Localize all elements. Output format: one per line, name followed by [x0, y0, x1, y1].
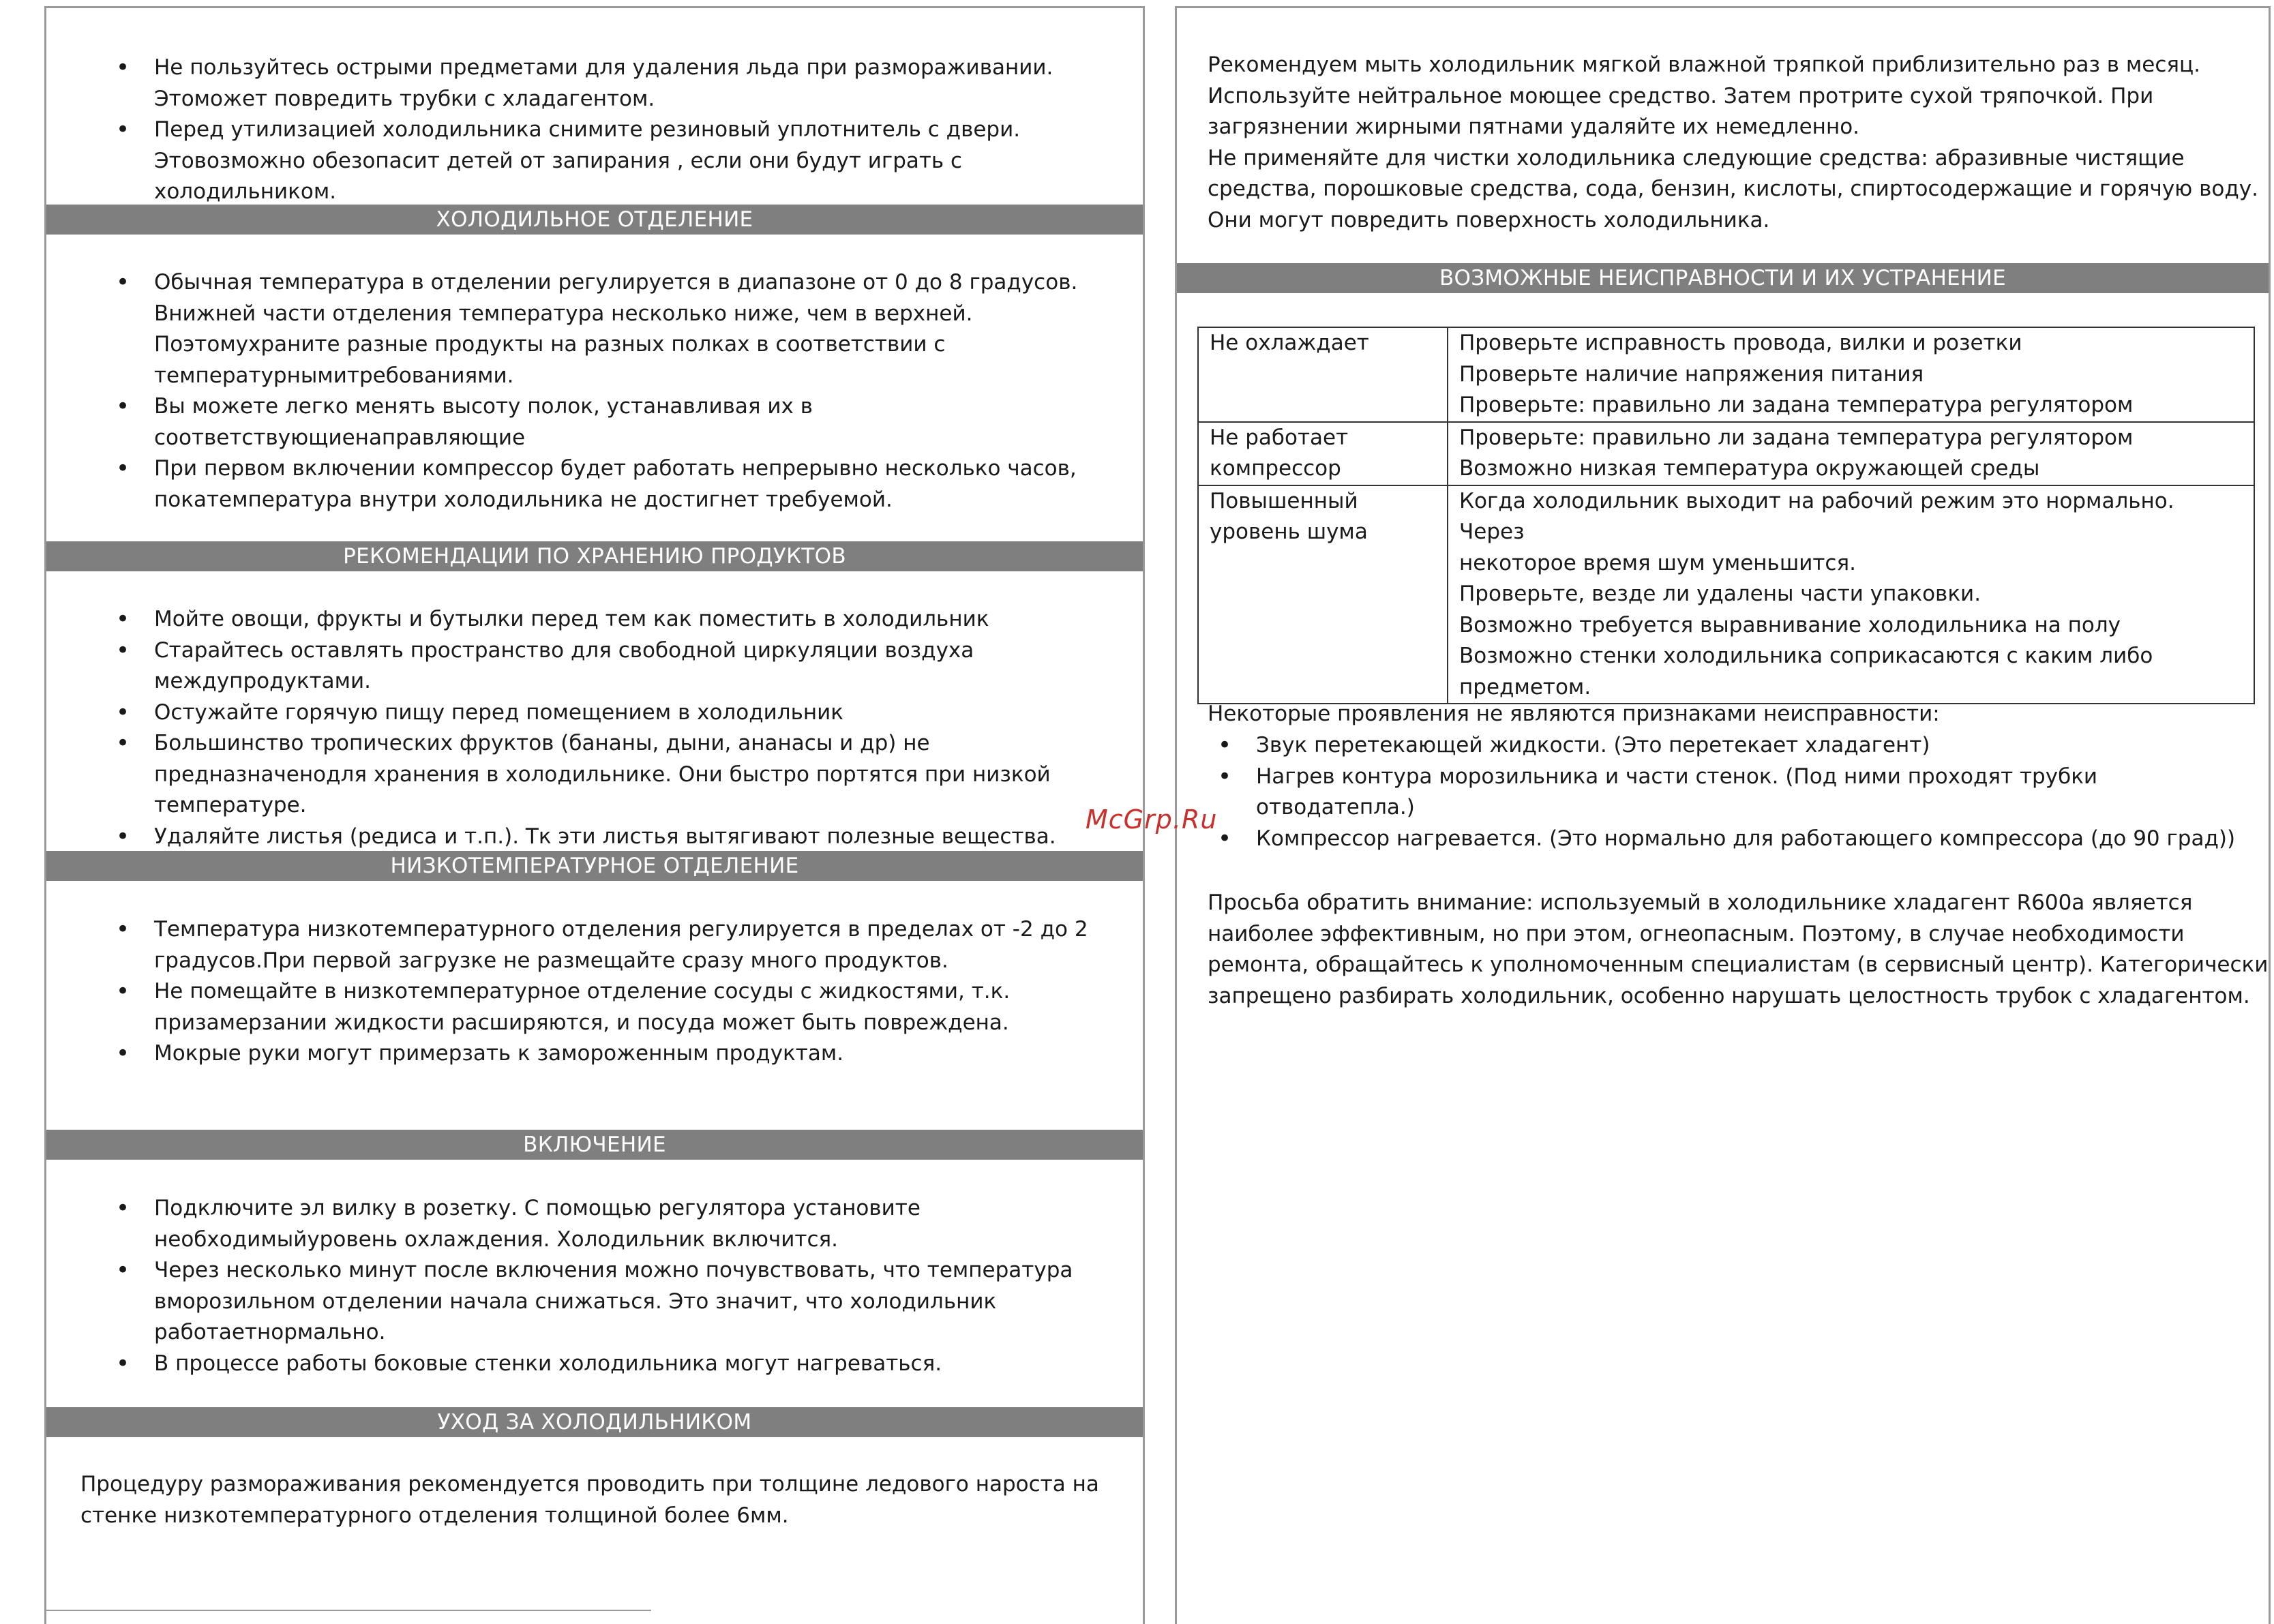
text-line: Проверьте исправность провода, вилки и розетки [1459, 331, 2022, 355]
text-line: Повышенный [1210, 488, 1358, 513]
section-header-startup: ВКЛЮЧЕНИЕ [46, 1130, 1143, 1160]
list-item [46, 914, 1136, 976]
text-line: Остужайте горячую пищу перед помещением в холодильник [154, 700, 843, 725]
not-faults-list [1148, 730, 2245, 854]
list-item [46, 822, 1136, 853]
table-row [1198, 422, 2254, 485]
text-line: Мойте овощи, фрукты и бутылки перед тем как поместить в холодильник [154, 607, 989, 631]
text-line: Удаляйте листья (редиса и т.п.). Тк эти листья вытягивают полезные вещества. [154, 824, 1056, 849]
list-item [46, 1255, 1136, 1349]
text-line: Мокрые руки могут примерзать к замороженным продуктам. [154, 1041, 844, 1066]
list-item [1148, 824, 2245, 855]
solution-cell [1448, 327, 2254, 422]
text-line: Старайтесь оставлять пространство для свободной циркуляции воздуха между [154, 637, 974, 693]
solution-cell [1448, 485, 2254, 704]
section-header-fridge: ХОЛОДИЛЬНОЕ ОТДЕЛЕНИЕ [46, 205, 1143, 235]
text-line: Температура низкотемпературного отделения регулируется в пределах от -2 до 2 градусов. [154, 917, 1088, 973]
text-line: Нагрев контура морозильника и части стенок. (Под ними проходят трубки отвода [1256, 764, 2098, 819]
text-line: Рекомендуем мыть холодильник мягкой влажной тряпкой приблизительно раз в месяц. [1208, 52, 2201, 77]
list-item [46, 391, 1136, 453]
text-line: компрессор [1210, 456, 1341, 481]
text-line: Когда холодильник выходит на рабочий режим это нормально. Через [1459, 488, 2174, 544]
intro-bullet-list [46, 52, 1136, 208]
list-item [1148, 762, 2245, 824]
list-item [46, 267, 1136, 391]
text-line: средства, порошковые средства, сода, бензин, кислоты, спиртосодержащие и горячую воду. [1208, 177, 2258, 201]
left-column [44, 6, 1145, 1624]
list-item [46, 115, 1136, 208]
list-item [46, 1349, 1136, 1380]
list-item [46, 1193, 1136, 1255]
text-line: храните разные продукты на разных полках в соответствии с температурными [154, 332, 946, 388]
text-line: замерзании жидкости расширяются, и посуда может быть повреждена. [195, 1010, 1009, 1035]
text-line: Возможно требуется выравнивание холодильника на полу [1459, 612, 2121, 637]
text-line: Не охлаждает [1210, 331, 1369, 355]
text-line: Большинство тропических фруктов (бананы, дыни, ананасы и др) не предназначено [154, 731, 930, 787]
list-item [46, 453, 1136, 515]
refrigerant-warning-paragraph [1208, 888, 2268, 1012]
text-line: Через несколько минут после включения можно почувствовать, что температура в [154, 1258, 1073, 1314]
list-item [46, 1038, 1136, 1070]
text-line: Просьба обратить внимание: используемый в холодильнике хладагент R600a является [1208, 890, 2193, 915]
list-item [46, 52, 1136, 115]
text-line: уровень шума [1210, 520, 1368, 544]
list-item [46, 635, 1136, 697]
text-line: Они могут повредить поверхность холодильника. [1208, 207, 1770, 232]
text-line: запрещено разбирать холодильник, особенно нарушать целостность трубок с хладагентом. [1208, 983, 2250, 1008]
text-line: Не работает [1210, 425, 1349, 450]
text-line: направляющие [355, 425, 526, 450]
text-line: При первой загрузке не размещайте сразу много продуктов. [262, 948, 948, 973]
text-line: Используйте нейтральное моющее средство. Затем протрите сухой тряпочкой. При [1208, 83, 2154, 108]
problem-cell [1198, 485, 1448, 704]
text-line: нижней части отделения температура несколько ниже, чем в верхней. Поэтому [154, 301, 973, 357]
storage-bullet-list [46, 604, 1136, 852]
text-line: Проверьте: правильно ли задана температура регулятором [1459, 425, 2134, 450]
text-line: загрязнении жирными пятнами удаляйте их немедленно. [1208, 115, 1860, 139]
text-line: Перед утилизацией холодильника снимите резиновый уплотнитель с двери. Это [154, 117, 1021, 173]
section-header-troubleshooting: ВОЗМОЖНЫЕ НЕИСПРАВНОСТИ И ИХ УСТРАНЕНИЕ [1177, 263, 2269, 293]
text-line: уровень охлаждения. Холодильник включится. [307, 1227, 838, 1252]
text-line: Подключите эл вилку в розетку. С помощью регулятора установите необходимый [154, 1196, 921, 1252]
text-line: Вы можете легко менять высоту полок, устанавливая их в соответствующие [154, 394, 813, 450]
text-line: Проверьте, везде ли удалены части упаковки. [1459, 582, 1981, 606]
watermark-logo: McGrp.Ru [1086, 805, 1218, 834]
freezer-bullet-list [46, 914, 1136, 1070]
section-header-freezer: НИЗКОТЕМПЕРАТУРНОЕ ОТДЕЛЕНИЕ [46, 851, 1143, 881]
text-line: требованиями. [346, 363, 514, 388]
list-item [46, 728, 1136, 822]
right-column [1175, 6, 2271, 1624]
text-line: продуктами. [229, 669, 372, 693]
text-line: нормально. [256, 1320, 386, 1344]
text-line: В процессе работы боковые стенки холодильника могут нагреваться. [154, 1351, 942, 1376]
text-line: стенке низкотемпературного отделения толщиной более 6мм. [80, 1503, 789, 1528]
section-header-care: УХОД ЗА ХОЛОДИЛЬНИКОМ [46, 1407, 1143, 1437]
text-line: морозильном отделении начала снижаться. Это значит, что холодильник работает [154, 1289, 997, 1344]
text-line: тепла.) [1334, 795, 1415, 819]
text-line: ремонта, обращайтесь к уполномоченным специалистам (в сервисный центр). Категорически [1208, 952, 2269, 977]
section-header-storage: РЕКОМЕНДАЦИИ ПО ХРАНЕНИЮ ПРОДУКТОВ [46, 541, 1143, 571]
text-line: Звук перетекающей жидкости. (Это перетекает хладагент) [1256, 733, 1930, 757]
footer-divider [44, 1610, 651, 1611]
text-line: температура внутри холодильника не достигнет требуемой. [206, 487, 893, 512]
cleaning-paragraph [1208, 50, 2258, 236]
text-line: При первом включении компрессор будет работать непрерывно несколько часов, пока [154, 456, 1077, 512]
text-line: наиболее эффективным, но при этом, огнеопасным. Поэтому, в случае необходимости [1208, 921, 2185, 946]
list-item [46, 976, 1136, 1038]
text-line: возможно обезопасит детей от запирания , если они будут играть с холодильником. [154, 148, 963, 204]
solution-cell [1448, 422, 2254, 485]
text-line: Возможно низкая температура окружающей среды [1459, 456, 2040, 481]
text-line: Процедуру размораживания рекомендуется проводить при толщине ледового нароста на [80, 1472, 1099, 1497]
text-line: может повредить трубки с хладагентом. [194, 86, 655, 111]
list-item [46, 604, 1136, 635]
text-line: Не помещайте в низкотемпературное отделение сосуды с жидкостями, т.к. при [154, 979, 1011, 1035]
text-line: Проверьте: правильно ли задана температура регулятором [1459, 393, 2134, 417]
text-line: Проверьте наличие напряжения питания [1459, 361, 1924, 387]
table-row [1198, 327, 2254, 422]
text-line: предметом. [1459, 674, 1591, 700]
text-line: Компрессор нагревается. (Это нормально для работающего компрессора (до 90 град)) [1256, 826, 2236, 851]
text-line: некоторое время шум уменьшится. [1459, 550, 1856, 575]
text-line: для хранения в холодильнике. Они быстро портятся при низкой температуре. [154, 762, 1051, 817]
text-line: Не пользуйтесь острыми предметами для удаления льда при размораживании. Это [154, 55, 1053, 111]
not-faults-intro: Некоторые проявления не являются признаками неисправности: [1208, 702, 1940, 726]
problem-cell [1198, 327, 1448, 422]
troubleshooting-table [1197, 327, 2255, 704]
table-row [1198, 485, 2254, 704]
fridge-bullet-list [46, 267, 1136, 515]
text-line: Возможно стенки холодильника соприкасаются с каким либо [1459, 644, 2153, 668]
problem-cell [1198, 422, 1448, 485]
text-line: Обычная температура в отделении регулируется в диапазоне от 0 до 8 градусов. В [154, 270, 1078, 326]
list-item [1148, 730, 2245, 762]
defrost-paragraph [80, 1469, 1099, 1531]
text-line: Не применяйте для чистки холодильника следующие средства: абразивные чистящие [1208, 145, 2185, 170]
startup-bullet-list [46, 1193, 1136, 1379]
list-item [46, 697, 1136, 729]
